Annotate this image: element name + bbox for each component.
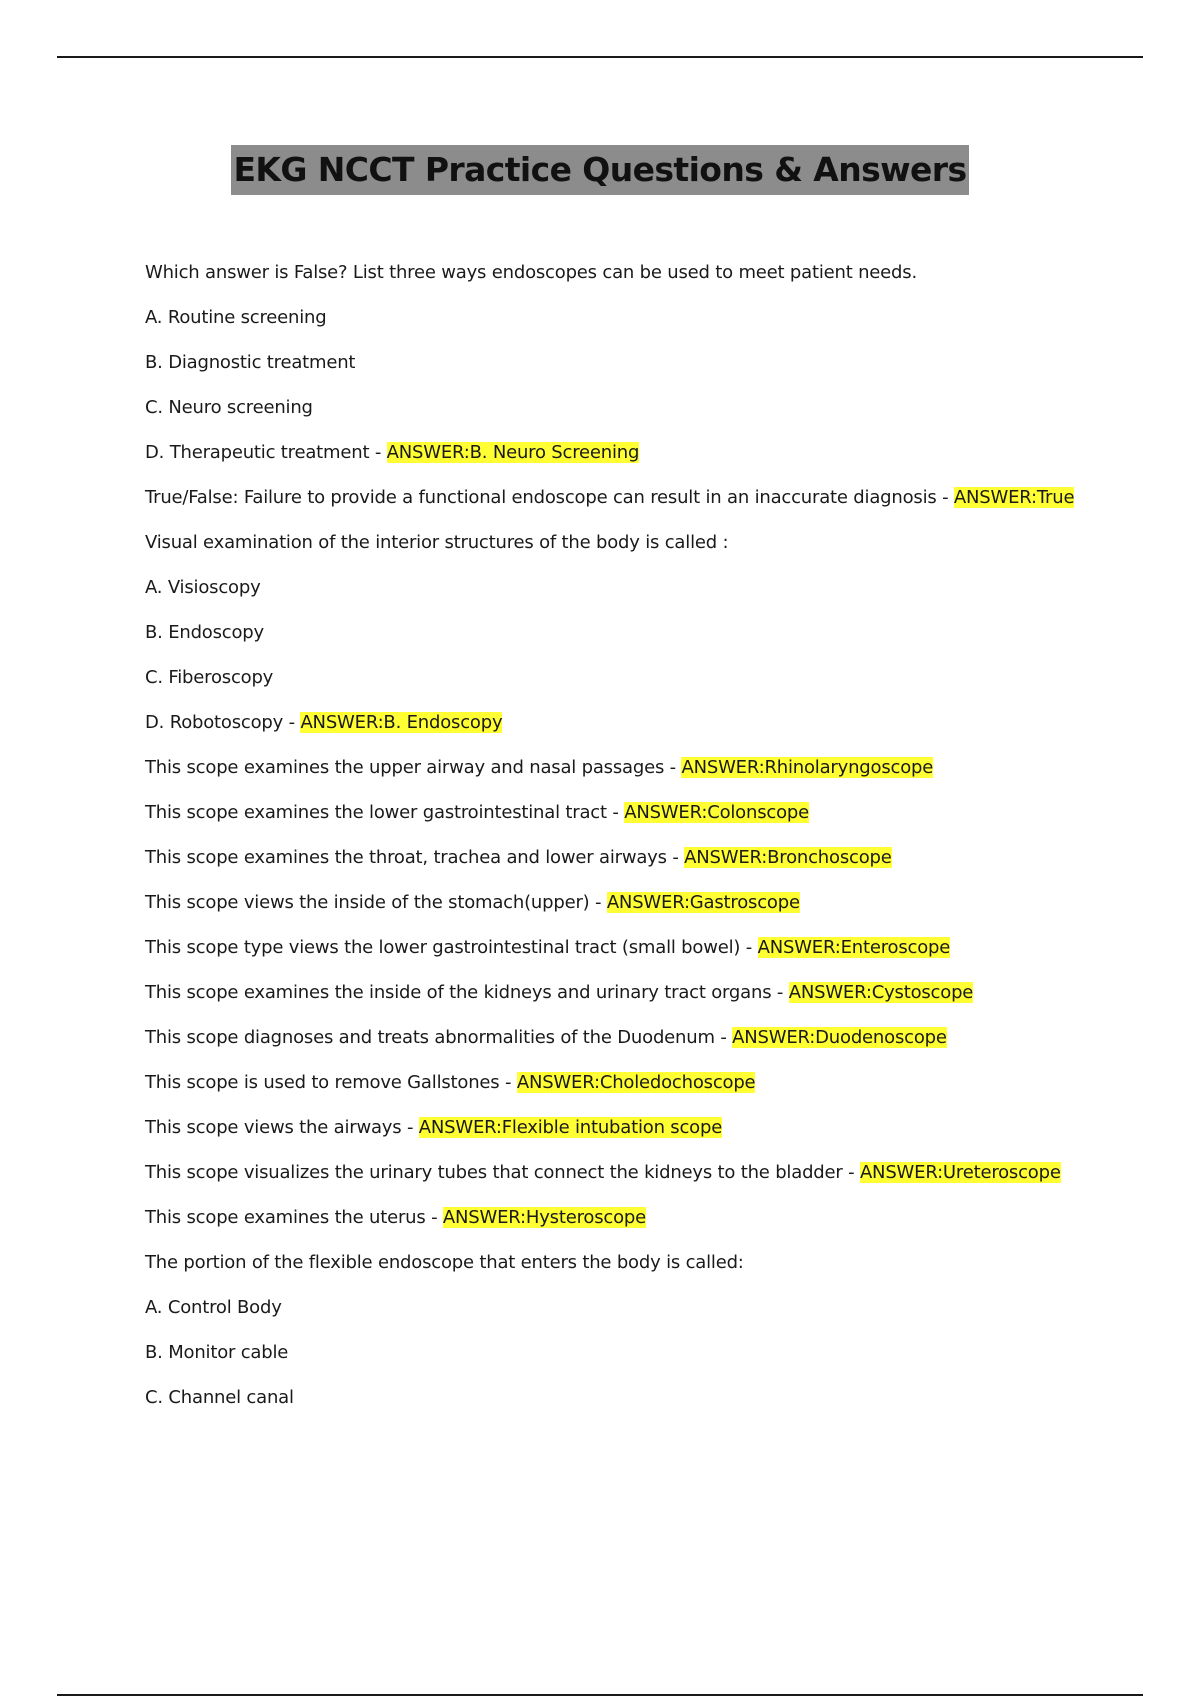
line-text: This scope visualizes the urinary tubes that connect the kidneys to the bladder -	[145, 1162, 860, 1183]
line-text: D. Therapeutic treatment -	[145, 442, 387, 463]
option-line	[145, 573, 1145, 603]
answer-highlight: ANSWER:Colonscope	[624, 802, 809, 823]
option-line	[145, 303, 1145, 333]
line-text: A. Routine screening	[145, 307, 327, 328]
option-line	[145, 618, 1145, 648]
answer-highlight: ANSWER:Enteroscope	[757, 937, 951, 958]
answer-highlight: ANSWER:Hysteroscope	[442, 1207, 647, 1228]
option-line	[145, 393, 1145, 423]
line-text: C. Neuro screening	[145, 397, 313, 418]
line-text: C. Channel canal	[145, 1387, 294, 1408]
answer-highlight: ANSWER:Gastroscope	[606, 892, 800, 913]
document-title: EKG NCCT Practice Questions & Answers	[231, 145, 968, 195]
answer-highlight: ANSWER:Flexible intubation scope	[418, 1117, 723, 1138]
option-line	[145, 663, 1145, 693]
question-line	[145, 1248, 1145, 1278]
answer-highlight: ANSWER:Bronchoscope	[684, 847, 892, 868]
answer-highlight: ANSWER:B. Neuro Screening	[386, 442, 640, 463]
answer-highlight: ANSWER:Cystoscope	[788, 982, 974, 1003]
line-text: Visual examination of the interior structures of the body is called :	[145, 532, 729, 553]
line-text: True/False: Failure to provide a functional endoscope can result in an inaccurate diagnosis -	[145, 487, 954, 508]
line-text: A. Control Body	[145, 1297, 282, 1318]
answer-highlight: ANSWER:Rhinolaryngoscope	[681, 757, 934, 778]
line-text: This scope examines the lower gastrointestinal tract -	[145, 802, 625, 823]
line-text: This scope diagnoses and treats abnormalities of the Duodenum -	[145, 1027, 733, 1048]
option-line	[145, 708, 1145, 738]
line-text: This scope examines the throat, trachea and lower airways -	[145, 847, 685, 868]
question-line	[145, 483, 1145, 513]
option-line	[145, 1383, 1145, 1413]
question-line	[145, 933, 1145, 963]
option-line	[145, 1293, 1145, 1323]
question-line	[145, 1068, 1145, 1098]
option-line	[145, 1338, 1145, 1368]
question-line	[145, 888, 1145, 918]
question-line	[145, 528, 1145, 558]
line-text: Which answer is False? List three ways endoscopes can be used to meet patient needs.	[145, 262, 917, 283]
question-line	[145, 843, 1145, 873]
line-text: B. Endoscopy	[145, 622, 264, 643]
option-line	[145, 438, 1145, 468]
line-text: This scope examines the inside of the kidneys and urinary tract organs -	[145, 982, 789, 1003]
line-text: The portion of the flexible endoscope that enters the body is called:	[145, 1252, 744, 1273]
answer-highlight: ANSWER:True	[953, 487, 1075, 508]
question-line	[145, 753, 1145, 783]
header-rule	[57, 56, 1143, 58]
question-line	[145, 1113, 1145, 1143]
line-text: This scope type views the lower gastrointestinal tract (small bowel) -	[145, 937, 758, 958]
line-text: This scope views the airways -	[145, 1117, 419, 1138]
question-line	[145, 978, 1145, 1008]
line-text: C. Fiberoscopy	[145, 667, 274, 688]
question-line	[145, 258, 1145, 288]
option-line	[145, 348, 1145, 378]
line-text: D. Robotoscopy -	[145, 712, 301, 733]
question-line	[145, 1023, 1145, 1053]
line-text: This scope examines the upper airway and nasal passages -	[145, 757, 682, 778]
answer-highlight: ANSWER:Duodenoscope	[732, 1027, 947, 1048]
line-text: B. Diagnostic treatment	[145, 352, 356, 373]
answer-highlight: ANSWER:Choledochoscope	[516, 1072, 756, 1093]
footer-rule	[57, 1694, 1143, 1696]
line-text: This scope views the inside of the stomach(upper) -	[145, 892, 607, 913]
line-text: A. Visioscopy	[145, 577, 261, 598]
question-line	[145, 798, 1145, 828]
line-text: B. Monitor cable	[145, 1342, 289, 1363]
title-container	[0, 145, 1200, 195]
qa-content	[145, 258, 1145, 1428]
line-text: This scope examines the uterus -	[145, 1207, 443, 1228]
question-line	[145, 1158, 1145, 1188]
question-line	[145, 1203, 1145, 1233]
answer-highlight: ANSWER:B. Endoscopy	[300, 712, 503, 733]
answer-highlight: ANSWER:Ureteroscope	[859, 1162, 1061, 1183]
line-text: This scope is used to remove Gallstones -	[145, 1072, 517, 1093]
